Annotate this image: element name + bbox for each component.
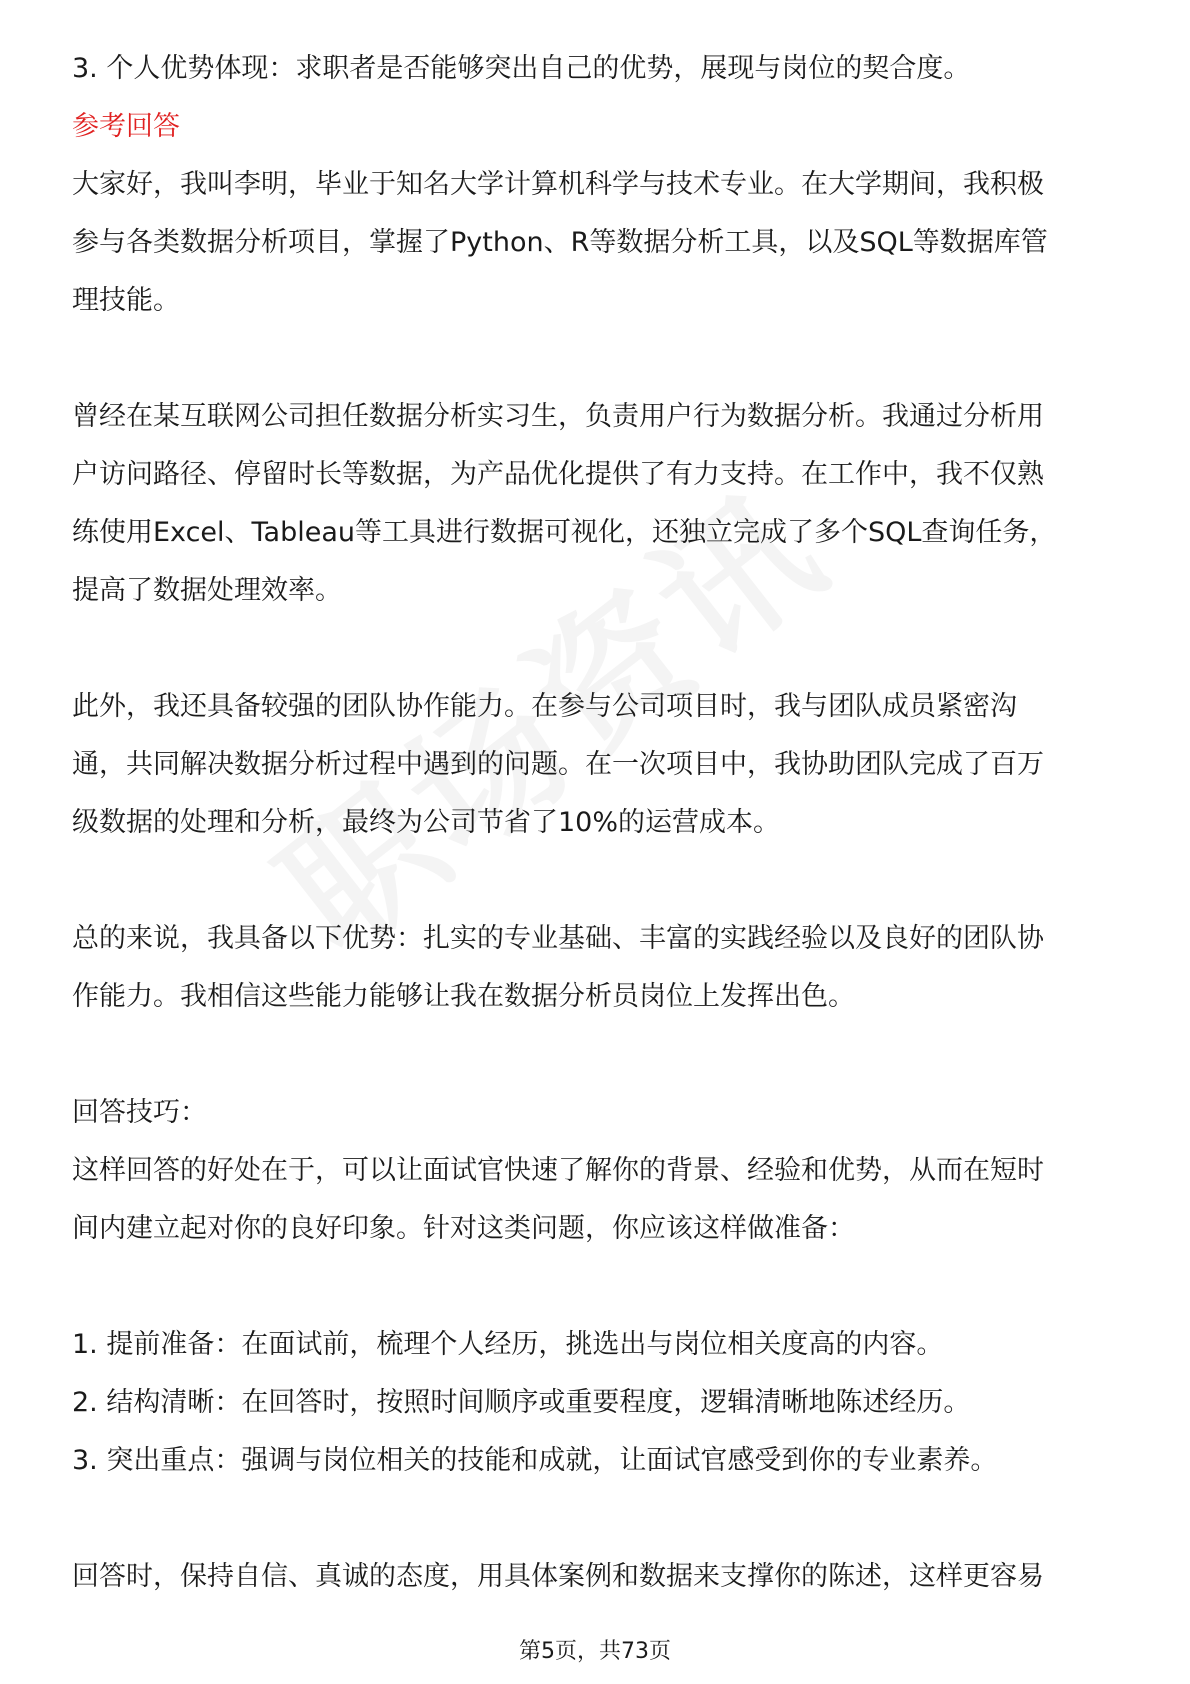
- paragraph-line: 户访问路径、停留时长等数据，为产品优化提供了有力支持。在工作中，我不仅熟: [72, 459, 1044, 490]
- page-number: 第5页，共73页: [519, 1639, 671, 1664]
- closing-line: 回答时，保持自信、真诚的态度，用具体案例和数据来支撑你的陈述，这样更容易: [72, 1561, 1044, 1592]
- paragraph-line: 参与各类数据分析项目，掌握了Python、R等数据分析工具，以及SQL等数据库管: [72, 227, 1048, 258]
- paragraph-line: 此外，我还具备较强的团队协作能力。在参与公司项目时，我与团队成员紧密沟: [72, 691, 1017, 722]
- paragraph-line: 练使用Excel、Tableau等工具进行数据可视化，还独立完成了多个SQL查询任务，: [72, 517, 1057, 548]
- list-item: 1. 提前准备：在面试前，梳理个人经历，挑选出与岗位相关度高的内容。: [72, 1329, 944, 1360]
- intro-line: 3. 个人优势体现：求职者是否能够突出自己的优势，展现与岗位的契合度。: [72, 53, 971, 84]
- page-content: [72, 40, 1122, 1606]
- tips-list: [72, 1316, 1122, 1490]
- paragraph-experience: [72, 388, 1122, 620]
- paragraph-line: 作能力。我相信这些能力能够让我在数据分析员岗位上发挥出色。: [72, 981, 855, 1012]
- paragraph-intro: [72, 156, 1122, 330]
- list-item: 3. 突出重点：强调与岗位相关的技能和成就，让面试官感受到你的专业素养。: [72, 1445, 998, 1476]
- paragraph-line: 通，共同解决数据分析过程中遇到的问题。在一次项目中，我协助团队完成了百万: [72, 749, 1044, 780]
- answer-heading: 参考回答: [72, 111, 180, 142]
- paragraph-line: 曾经在某互联网公司担任数据分析实习生，负责用户行为数据分析。我通过分析用: [72, 401, 1044, 432]
- paragraph-line: 间内建立起对你的良好印象。针对这类问题，你应该这样做准备：: [72, 1213, 855, 1244]
- paragraph-line: 提高了数据处理效率。: [72, 575, 342, 606]
- paragraph-tips-intro: [72, 1142, 1122, 1258]
- paragraph-line: 理技能。: [72, 285, 180, 316]
- paragraph-summary: [72, 910, 1122, 1026]
- paragraph-teamwork: [72, 678, 1122, 852]
- paragraph-line: 级数据的处理和分析，最终为公司节省了10%的运营成本。: [72, 807, 781, 838]
- paragraph-line: 这样回答的好处在于，可以让面试官快速了解你的背景、经验和优势，从而在短时: [72, 1155, 1044, 1186]
- tips-heading: 回答技巧：: [72, 1097, 207, 1128]
- list-item: 2. 结构清晰：在回答时，按照时间顺序或重要程度，逻辑清晰地陈述经历。: [72, 1387, 971, 1418]
- paragraph-line: 总的来说，我具备以下优势：扎实的专业基础、丰富的实践经验以及良好的团队协: [72, 923, 1044, 954]
- paragraph-line: 大家好，我叫李明，毕业于知名大学计算机科学与技术专业。在大学期间，我积极: [72, 169, 1044, 200]
